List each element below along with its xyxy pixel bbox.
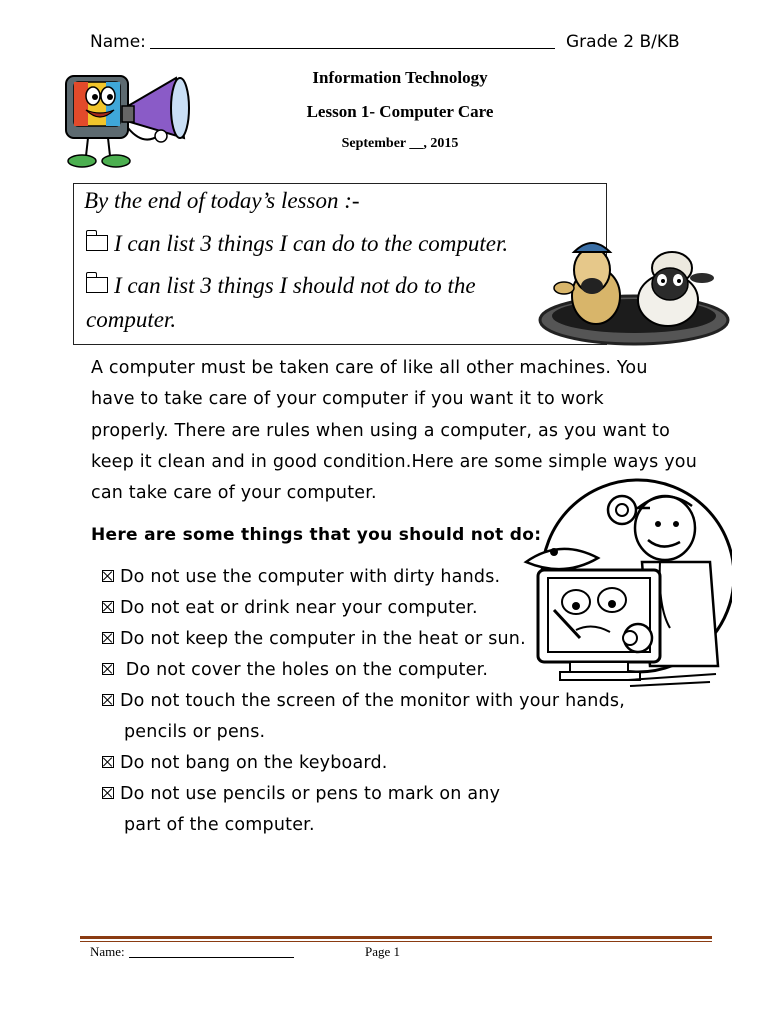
- footer-name-label: Name:: [90, 944, 125, 959]
- rule-item: [102, 753, 388, 773]
- grade-label: Grade 2 B/KB: [566, 32, 680, 52]
- subject-title: Information Technology: [312, 68, 488, 87]
- rule-text: Do not keep the computer in the heat or sun.: [120, 629, 526, 649]
- x-box-icon: [102, 787, 114, 799]
- rule-item: [102, 660, 488, 680]
- intro-line: A computer must be taken care of like all other machines. You: [91, 358, 648, 378]
- x-box-icon: [102, 756, 114, 768]
- footer-name-field: [90, 944, 294, 960]
- x-box-icon: [102, 663, 114, 675]
- rule-text: Do not bang on the keyboard.: [120, 753, 388, 773]
- rule-text: Do not touch the screen of the monitor with your hands,: [120, 691, 625, 711]
- lesson-date: September __, 2015: [341, 136, 459, 151]
- objective-text: I can list 3 things I can do to the computer.: [114, 231, 509, 256]
- objective-item: [86, 273, 476, 299]
- doctor-computer-cartoon-icon: [520, 478, 732, 692]
- rule-text: Do not eat or drink near your computer.: [120, 598, 478, 618]
- intro-line: have to take care of your computer if you want it to work: [91, 389, 604, 409]
- footer-divider: [80, 936, 712, 939]
- rule-text: Do not use pencils or pens to mark on any: [120, 784, 501, 804]
- objective-item: [86, 231, 508, 257]
- x-box-icon: [102, 570, 114, 582]
- rule-item: [102, 629, 526, 649]
- folder-icon: [86, 235, 108, 251]
- intro-line: can take care of your computer.: [91, 483, 377, 503]
- rule-item: [102, 691, 625, 711]
- x-box-icon: [102, 632, 114, 644]
- name-blank-line[interactable]: [150, 32, 555, 49]
- folder-icon: [86, 277, 108, 293]
- objectives-heading: By the end of today’s lesson :-: [84, 188, 360, 213]
- computer-megaphone-mascot-icon: [58, 66, 198, 176]
- rule-text-continued: pencils or pens.: [124, 722, 266, 742]
- rule-text: Do not use the computer with dirty hands.: [120, 567, 501, 587]
- rule-text-continued: part of the computer.: [124, 815, 315, 835]
- page-number: Page 1: [365, 944, 401, 959]
- footer-name-blank-line[interactable]: [129, 945, 294, 958]
- intro-line: properly. There are rules when using a computer, as you want to: [91, 421, 670, 441]
- rule-item: [102, 784, 500, 804]
- x-box-icon: [102, 601, 114, 613]
- lesson-title: Lesson 1- Computer Care: [306, 102, 494, 121]
- x-box-icon: [102, 694, 114, 706]
- footer-divider-thin: [80, 941, 712, 942]
- dog-and-sheep-cartoon-icon: [534, 230, 730, 346]
- objective-text: I can list 3 things I should not do to the: [114, 273, 476, 298]
- intro-line: keep it clean and in good condition.Here are some simple ways you: [91, 452, 697, 472]
- objective-text-continued: computer.: [86, 307, 177, 332]
- rule-item: [102, 567, 500, 587]
- dont-heading: Here are some things that you should not do:: [91, 525, 542, 545]
- rule-text: Do not cover the holes on the computer.: [120, 660, 489, 680]
- name-label: Name:: [90, 32, 146, 52]
- name-field: [90, 32, 555, 52]
- rule-item: [102, 598, 478, 618]
